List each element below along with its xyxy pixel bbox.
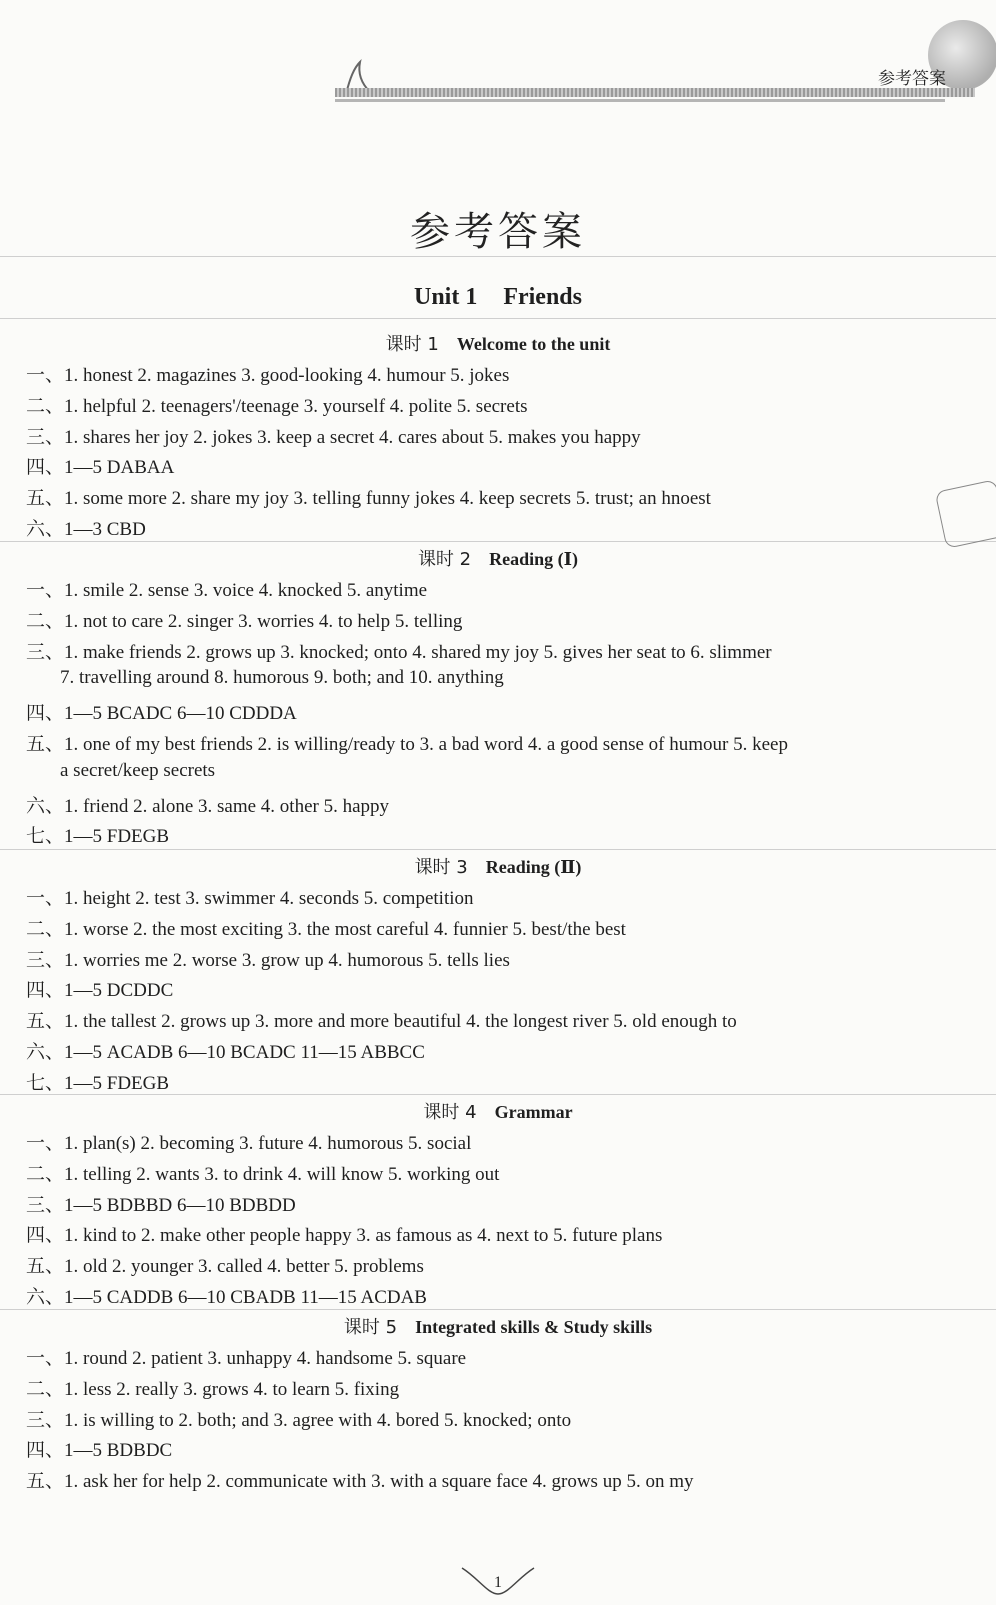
- answer-line: a secret/keep secrets: [60, 759, 216, 781]
- lesson-name: Grammar: [494, 1102, 573, 1122]
- answer-line: 三、1. worries me 2. worse 3. grow up 4. humorous 5. tells lies: [26, 949, 510, 971]
- lesson-name: Reading (Ⅱ): [485, 857, 582, 877]
- answer-line: 五、1. ask her for help 2. communicate with 3. with a square face 4. grows up 5. on my: [26, 1471, 694, 1493]
- answer-line: 六、1—5 CADDB 6—10 CBADB 11—15 ACDAB: [26, 1287, 427, 1308]
- lesson-divider: [0, 541, 996, 542]
- answer-line: 二、1. less 2. really 3. grows 4. to learn 5. fixing: [26, 1378, 400, 1400]
- lesson-heading: [0, 1313, 996, 1339]
- lesson-heading: [0, 853, 996, 879]
- answer-line: 五、1. old 2. younger 3. called 4. better 5. problems: [26, 1256, 424, 1278]
- header-label: 参考答案: [878, 69, 946, 89]
- answer-line: 二、1. worse 2. the most exciting 3. the most careful 4. funnier 5. best/the best: [26, 918, 626, 940]
- unit-name: Unit 1: [413, 284, 478, 310]
- header-underline: [335, 99, 945, 102]
- answer-line: 四、1—5 BCADC 6—10 CDDDA: [26, 703, 297, 725]
- answer-line: 7. travelling around 8. humorous 9. both; and 10. anything: [60, 667, 504, 689]
- unit-topic: Friends: [503, 284, 582, 310]
- answer-line: 七、1—5 FDEGB: [26, 826, 170, 848]
- answer-line: 三、1. is willing to 2. both; and 3. agree with 4. bored 5. knocked; onto: [26, 1409, 572, 1431]
- answer-line: 四、1—5 DCDDC: [26, 980, 174, 1002]
- answer-line: 五、1. the tallest 2. grows up 3. more and more beautiful 4. the longest river 5. old enough to: [26, 1011, 737, 1033]
- page-title: 参考答案: [410, 209, 586, 255]
- answer-line: 三、1. shares her joy 2. jokes 3. keep a secret 4. cares about 5. makes you happy: [26, 426, 641, 448]
- answer-line: 二、1. not to care 2. singer 3. worries 4. to help 5. telling: [26, 610, 463, 632]
- unit-divider: [0, 318, 996, 319]
- answer-line: 六、1—3 CBD: [26, 519, 146, 540]
- lesson-heading: [0, 545, 996, 571]
- answer-line: 四、1—5 BDBDC: [26, 1440, 173, 1462]
- answer-line: 四、1. kind to 2. make other people happy 3. as famous as 4. next to 5. future plans: [26, 1225, 663, 1247]
- page-number-badge: [458, 1564, 538, 1600]
- answer-line: 二、1. telling 2. wants 3. to drink 4. will know 5. working out: [26, 1163, 500, 1185]
- lesson-prefix: 课时 1: [385, 334, 439, 355]
- lesson-prefix: 课时 3: [414, 857, 468, 878]
- answer-line: 一、1. plan(s) 2. becoming 3. future 4. humorous 5. social: [26, 1133, 472, 1154]
- title-divider: [0, 256, 996, 257]
- answer-line: 七、1—5 FDEGB: [26, 1072, 170, 1094]
- answer-line: 一、1. height 2. test 3. swimmer 4. seconds 5. competition: [26, 888, 474, 909]
- lesson-heading: [0, 330, 996, 356]
- answer-line: 一、1. honest 2. magazines 3. good-looking 4. humour 5. jokes: [26, 365, 510, 386]
- page-header: [0, 0, 996, 120]
- lesson-name: Integrated skills & Study skills: [415, 1317, 653, 1337]
- lesson-divider: [0, 1094, 996, 1095]
- answer-line: 五、1. one of my best friends 2. is willing/ready to 3. a bad word 4. a good sense of humour 5. keep: [26, 734, 788, 755]
- page-number: 1: [494, 1574, 502, 1591]
- lesson-name: Welcome to the unit: [456, 334, 611, 354]
- answer-line: 五、1. some more 2. share my joy 3. telling funny jokes 4. keep secrets 5. trust; an hnoest: [26, 488, 711, 510]
- answer-line: 一、1. round 2. patient 3. unhappy 4. handsome 5. square: [26, 1348, 467, 1369]
- unit-heading: [0, 284, 996, 311]
- lesson-prefix: 课时 4: [423, 1102, 477, 1123]
- answer-line: 三、1. make friends 2. grows up 3. knocked; onto 4. shared my joy 5. gives her seat to 6. slimmer: [26, 641, 772, 663]
- lesson-divider: [0, 849, 996, 850]
- lesson-prefix: 课时 2: [417, 549, 472, 570]
- answer-line: 二、1. helpful 2. teenagers'/teenage 3. yourself 4. polite 5. secrets: [26, 395, 528, 417]
- answer-line: 一、1. smile 2. sense 3. voice 4. knocked 5. anytime: [26, 580, 428, 601]
- lesson-prefix: 课时 5: [343, 1317, 398, 1338]
- header-bar: [335, 88, 975, 97]
- lesson-divider: [0, 1309, 996, 1310]
- lesson-name: Reading (Ⅰ): [489, 549, 579, 569]
- lesson-heading: [0, 1098, 996, 1124]
- answer-line: 六、1. friend 2. alone 3. same 4. other 5. happy: [26, 795, 390, 817]
- answer-line: 六、1—5 ACADB 6—10 BCADC 11—15 ABBCC: [26, 1042, 425, 1063]
- answer-line: 三、1—5 BDBBD 6—10 BDBDD: [26, 1194, 296, 1216]
- stamp-mark: [935, 479, 996, 549]
- answer-line: 四、1—5 DABAA: [26, 457, 175, 479]
